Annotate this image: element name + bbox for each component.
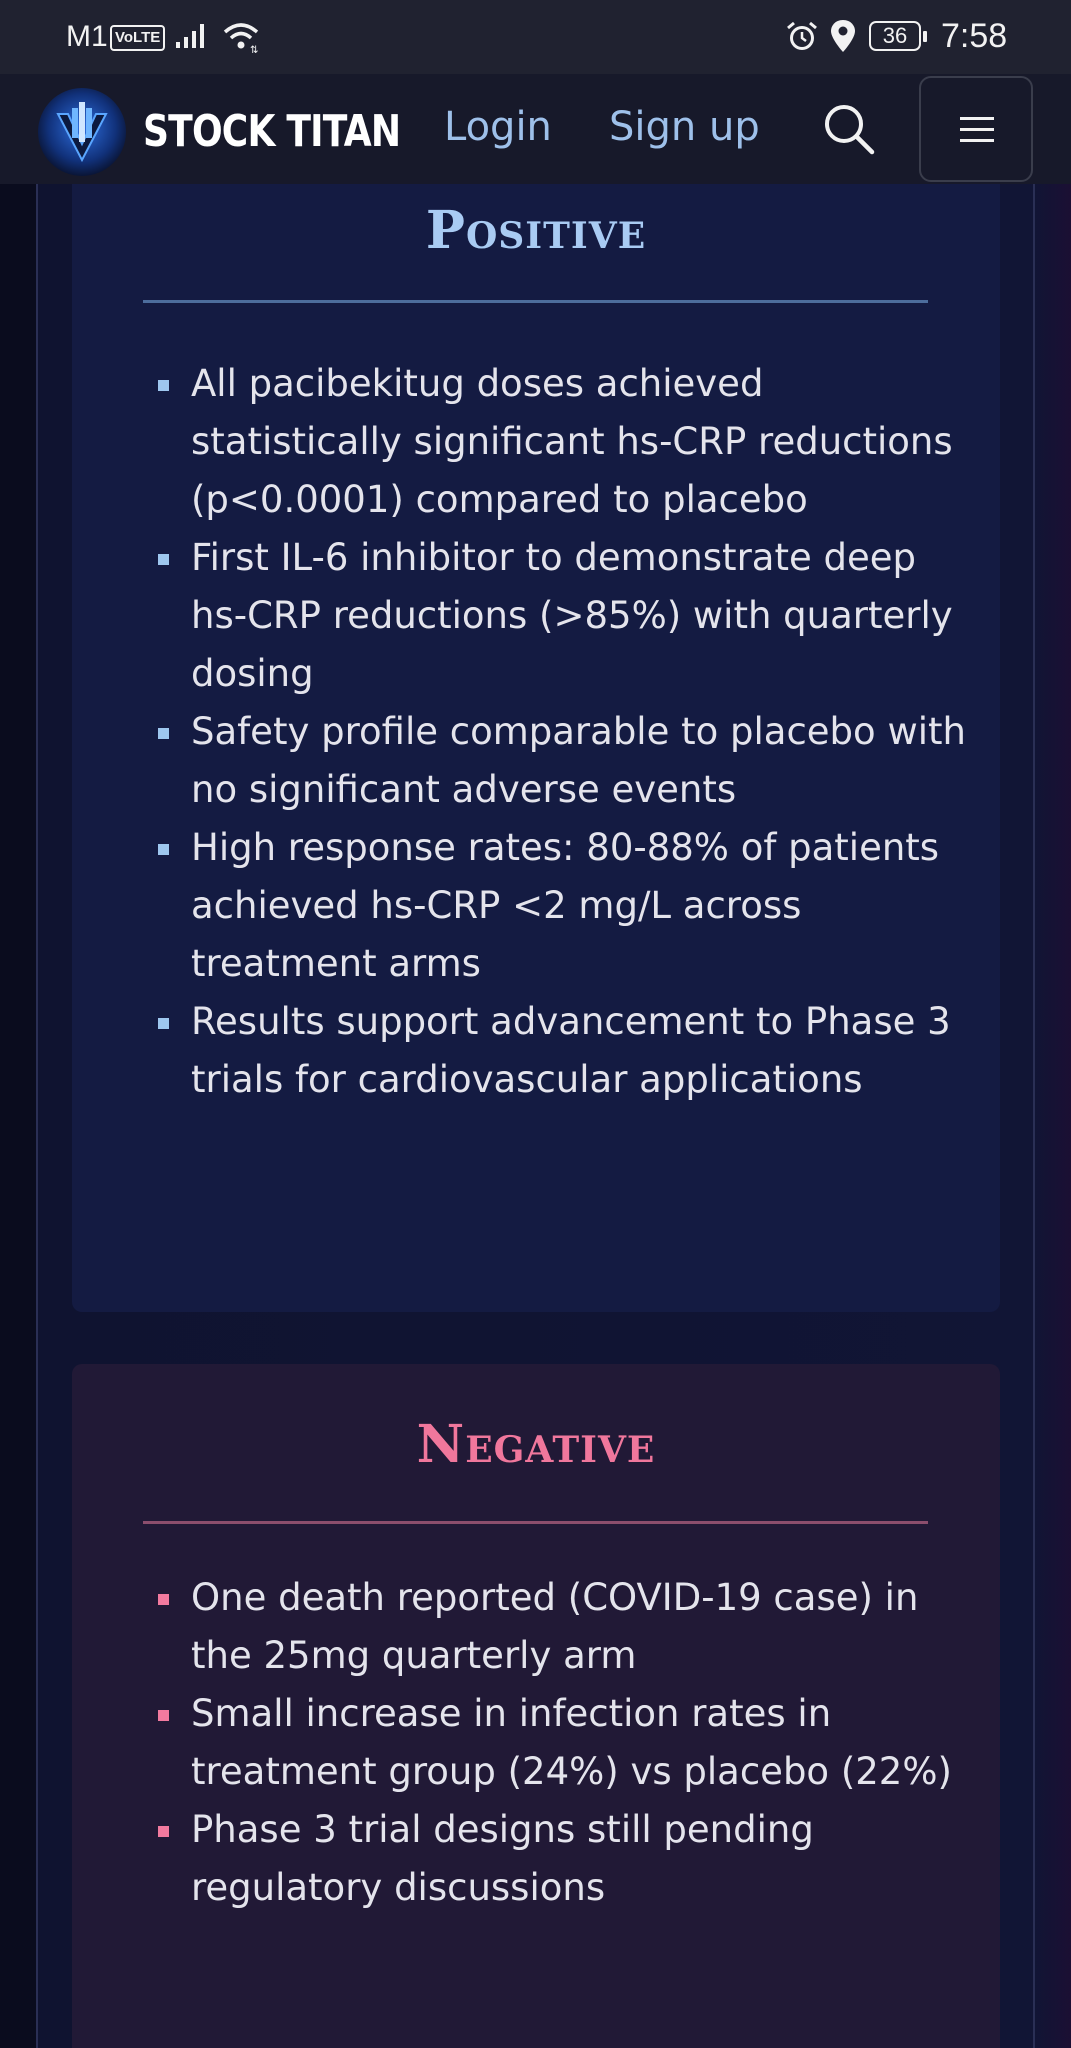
positive-list-item <box>158 529 968 703</box>
positive-item-text: Safety profile comparable to placebo with no significant adverse events <box>191 710 966 811</box>
positive-list <box>158 355 968 1109</box>
negative-item-text: Small increase in infection rates in treatment group (24%) vs placebo (22%) <box>191 1692 952 1793</box>
bullet-square-icon <box>158 844 169 855</box>
location-icon <box>830 18 856 58</box>
positive-item-text: Results support advancement to Phase 3 trials for cardiovascular applications <box>191 1000 951 1101</box>
login-link[interactable]: Login <box>444 104 552 150</box>
positive-title: Positive <box>425 200 647 261</box>
alarm-icon <box>785 20 819 58</box>
negative-title: Negative <box>416 1414 656 1475</box>
positive-list-item <box>158 703 968 819</box>
positive-item-text: First IL-6 inhibitor to demonstrate deep hs-CRP reductions (>85%) with quarterly dosing <box>191 536 953 695</box>
menu-icon <box>959 112 995 148</box>
negative-item-text: One death reported (COVID-19 case) in the 25mg quarterly arm <box>191 1576 919 1677</box>
positive-item-text: All pacibekitug doses achieved statistically significant hs-CRP reductions (p<0.0001) compared to placebo <box>191 362 953 521</box>
positive-divider <box>143 300 928 303</box>
bullet-square-icon <box>158 1710 169 1721</box>
clock-time: 7:58 <box>941 17 1008 55</box>
volte-badge: VoLTE <box>110 25 165 51</box>
bullet-square-icon <box>158 728 169 739</box>
brand-name[interactable]: STOCK TITAN <box>143 106 401 157</box>
negative-item-text: Phase 3 trial designs still pending regulatory discussions <box>191 1808 814 1909</box>
negative-list <box>158 1569 968 1917</box>
signal-icon <box>175 22 209 54</box>
battery-icon: 36 <box>869 21 921 51</box>
positive-item-text: High response rates: 80-88% of patients achieved hs-CRP <2 mg/L across treatment arms <box>191 826 940 985</box>
site-header <box>0 74 1071 184</box>
bullet-square-icon <box>158 1826 169 1837</box>
bullet-square-icon <box>158 380 169 391</box>
positive-list-item <box>158 355 968 529</box>
search-icon[interactable] <box>820 100 880 160</box>
negative-card <box>72 1364 1000 2048</box>
negative-list-item <box>158 1685 968 1801</box>
negative-list-item <box>158 1569 968 1685</box>
bullet-square-icon <box>158 1594 169 1605</box>
svg-text:⇅: ⇅ <box>250 45 259 54</box>
negative-divider <box>143 1521 928 1524</box>
negative-list-item <box>158 1801 968 1917</box>
column-border-right <box>1033 184 1035 2048</box>
positive-list-item <box>158 993 968 1109</box>
status-bar <box>0 0 1071 74</box>
bullet-square-icon <box>158 1018 169 1029</box>
column-border-left <box>36 184 38 2048</box>
positive-list-item <box>158 819 968 993</box>
bullet-square-icon <box>158 554 169 565</box>
wifi-icon <box>222 20 262 58</box>
menu-button[interactable] <box>919 76 1033 182</box>
stock-titan-logo-icon[interactable] <box>36 86 128 178</box>
positive-card <box>72 150 1000 1312</box>
signup-link[interactable]: Sign up <box>609 104 760 150</box>
carrier-label: M1 <box>66 20 108 53</box>
